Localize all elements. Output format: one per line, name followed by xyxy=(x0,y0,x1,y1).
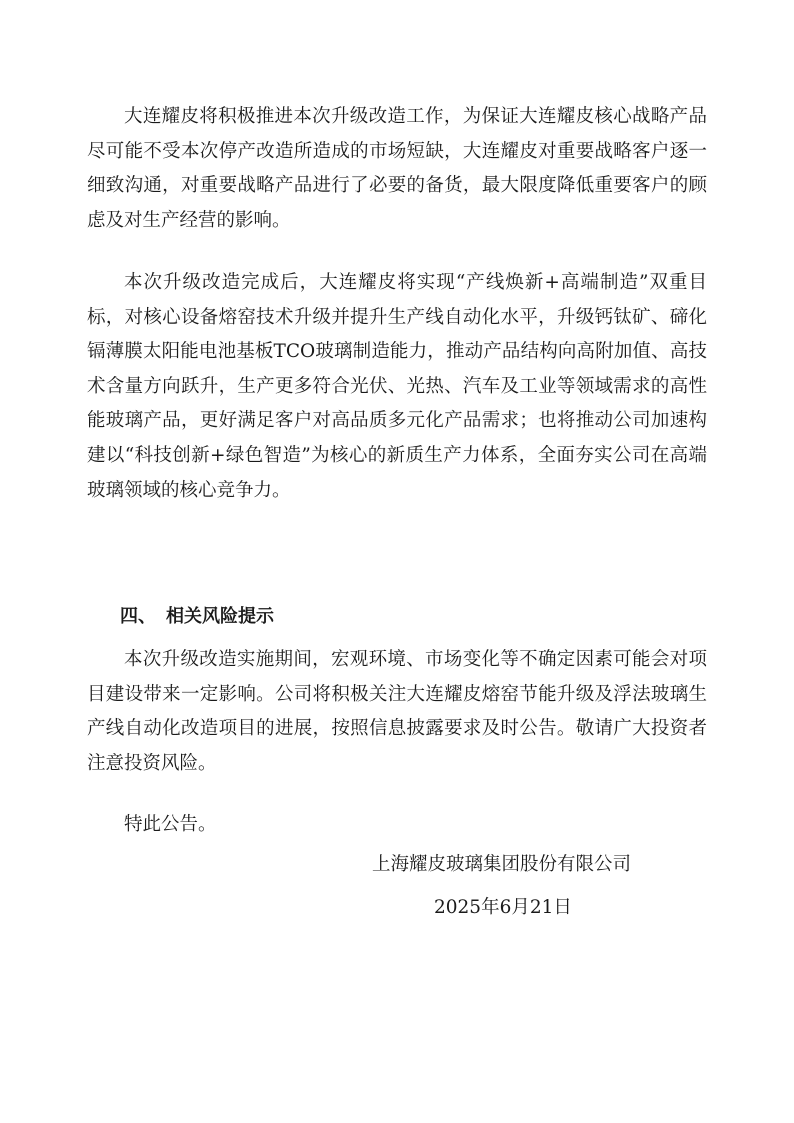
signature-date: 2025年6月21日 xyxy=(434,897,572,918)
section-number: 四、 xyxy=(120,606,156,627)
section-heading xyxy=(120,602,274,632)
signature-company: 上海耀皮玻璃集团股份有限公司 xyxy=(372,854,632,875)
paragraph-upgrade-goals: 本次升级改造完成后，大连耀皮将实现“产线焕新+高端制造”双重目标，对核心设备熔窑技术升级并提升生产线自动化水平，升级钙钛矿、碲化镉薄膜太阳能电池基板TCO玻璃制造能力，推动产品结构向高附加值、高技术含量方向跃升，生产更多符合光伏、光热、汽车及工业等领域需求的高性能玻璃产品，更好满足客户对高品质多元化产品需求；也将推动公司加速构建以“科技创新+绿色智造”为核心的新质生产力体系，全面夯实公司在高端玻璃领域的核心竞争力。 xyxy=(87,272,707,501)
paragraph-risk-notice: 本次升级改造实施期间，宏观环境、市场变化等不确定因素可能会对项目建设带来一定影响。公司将积极关注大连耀皮熔窑节能升级及浮法玻璃生产线自动化改造项目的进展，按照信息披露要求及时公告。敬请广大投资者注意投资风险。 xyxy=(87,649,707,774)
paragraph-upgrade-work: 大连耀皮将积极推进本次升级改造工作，为保证大连耀皮核心战略产品尽可能不受本次停产改造所造成的市场短缺，大连耀皮对重要战略客户逐一细致沟通，对重要战略产品进行了必要的备货，最大限度降低重要客户的顾虑及对生产经营的影响。 xyxy=(87,106,707,231)
section-title: 相关风险提示 xyxy=(166,606,274,627)
paragraph-closing: 特此公告。 xyxy=(124,814,217,835)
